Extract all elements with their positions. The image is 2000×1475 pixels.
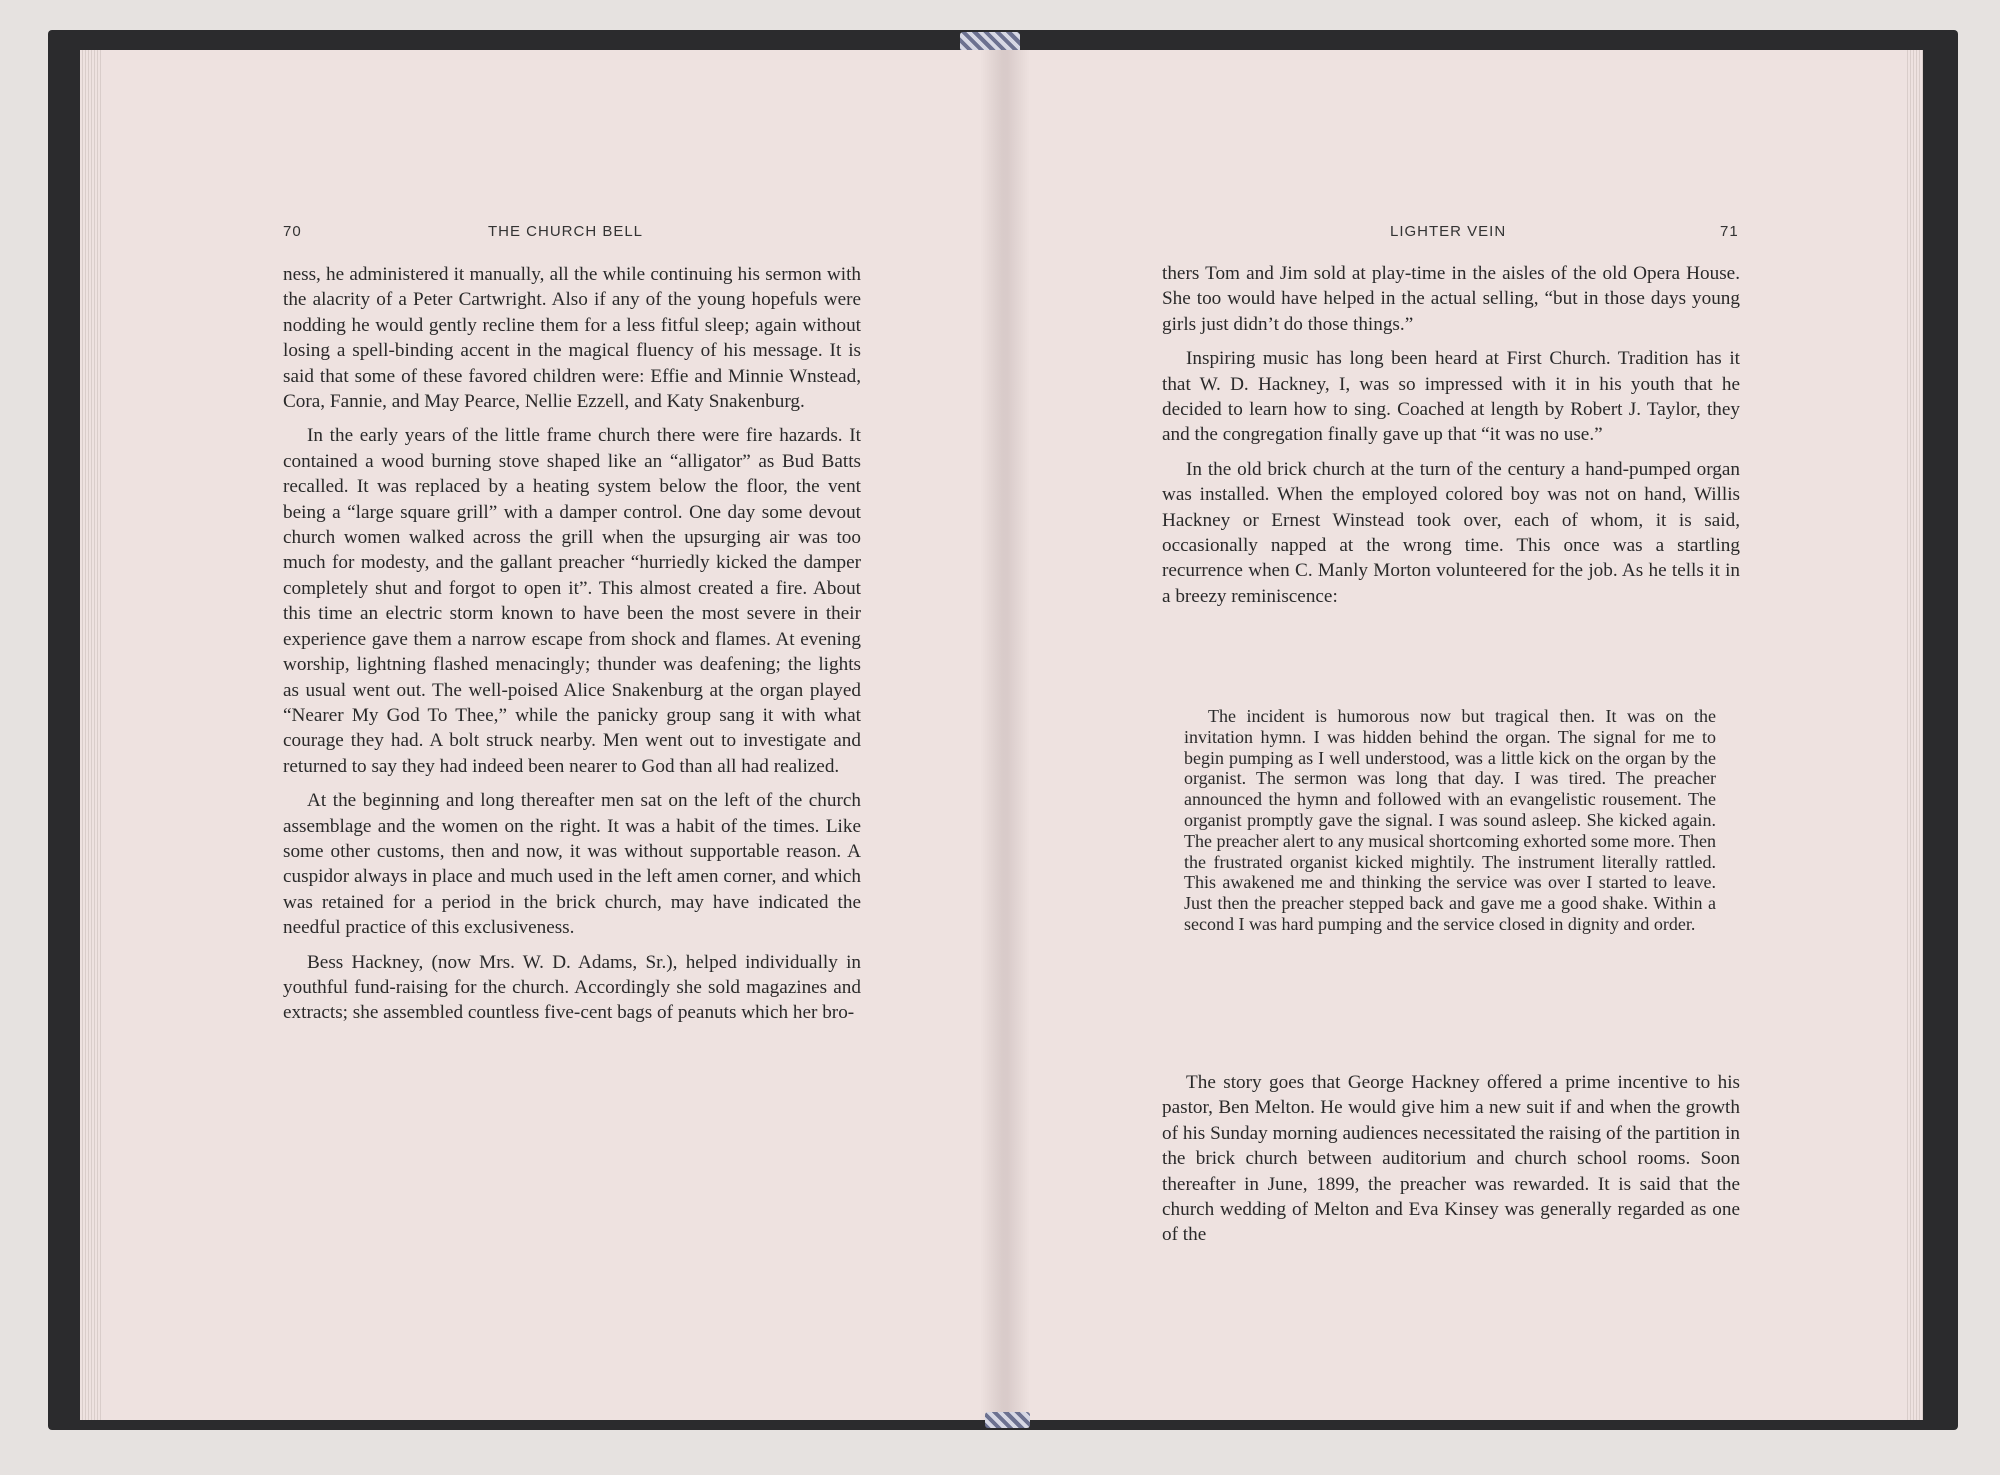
- paragraph: In the early years of the little frame church there were fire hazards. It contained a wood burning stove shaped like an “alligator” as Bud Batts recalled. It was replaced by a heating system below the floor, the vent being a “large square grill” with a damper control. One day some devout church women walked across the grill when the upsurging air was too much for modesty, and the gallant preacher “hurriedly kicked the damper completely shut and forgot to open it”. This almost created a fire. About this time an electric storm known to have been the most severe in their experience gave them a narrow escape from shock and flames. At evening worship, lightning flashed menacingly; thunder was deafening; the lights as usual went out. The well-poised Alice Snakenburg at the organ played “Nearer My God To Thee,” while the panicky group sang it with what courage they had. A bolt struck nearby. Men went out to investigate and returned to say they had indeed been nearer to God than all had realized.: [283, 425, 861, 777]
- right-running-title: LIGHTER VEIN: [1390, 223, 1507, 240]
- paragraph: The story goes that George Hackney offered a prime incentive to his pastor, Ben Melton. He would give him a new suit if and when the growth of his Sunday morning audiences necessitated the raising of the partition in the brick church between auditorium and church school rooms. Soon thereafter in June, 1899, the preacher was rewarded. It is said that the church wedding of Melton and Eva Kinsey was generally regarded as one of the: [1162, 1072, 1740, 1246]
- quote-text: The incident is humorous now but tragical then. It was on the invitation hymn. I was hidden behind the organ. The signal for me to begin pumping as I well understood, was a little kick on the organ by the organist. The sermon was long that day. I was tired. The preacher announced the hymn and followed with an evangelistic rousement. The organist promptly gave the signal. I was sound asleep. She kicked again. The preacher alert to any musical shortcoming exhorted some more. Then the frustrated organist kicked mightily. The instrument literally rattled. This awakened me and thinking the service was over I started to leave. Just then the preacher stepped back and gave me a good shake. Within a second I was hard pumping and the service closed in dignity and order.: [1184, 706, 1716, 934]
- bookmark-ribbon-bottom: [985, 1412, 1030, 1428]
- paragraph: ness, he administered it manually, all the while continuing his sermon with the alacrity of a Peter Cartwright. Also if any of the young hopefuls were nodding he would gently recline them for a less fitful sleep; again without losing a spell-binding accent in the magical fluency of his message. It is said that some of these favored children were: Effie and Minnie Wnstead, Cora, Fannie, and May Pearce, Nellie Ezzell, and Katy Snakenburg.: [283, 264, 861, 413]
- right-page-edges: [1905, 50, 1923, 1420]
- right-page-body-bottom: [1162, 1070, 1740, 1257]
- paragraph: Inspiring music has long been heard at First Church. Tradition has it that W. D. Hackney, I, was so impressed with it in his youth that he decided to learn how to sing. Coached at length by Robert J. Taylor, they and the congregation finally gave up that “it was no use.”: [1162, 348, 1740, 446]
- paragraph: In the old brick church at the turn of the century a hand-pumped organ was installed. When the employed colored boy was not on hand, Willis Hackney or Ernest Winstead took over, each of whom, it is said, occasionally napped at the wrong time. This once was a startling recurrence when C. Manly Morton volunteered for the job. As he tells it in a breezy reminiscence:: [1162, 458, 1740, 607]
- block-quote: [1184, 706, 1716, 935]
- paragraph: thers Tom and Jim sold at play-time in the aisles of the old Opera House. She too would have helped in the actual selling, “but in those days young girls just didn’t do those things.”: [1162, 263, 1740, 335]
- paragraph: At the beginning and long thereafter men sat on the left of the church assemblage and the women on the right. It was a habit of the times. Like some other customs, then and now, it was without supportable reason. A cuspidor always in place and much used in the left amen corner, and which was retained for a period in the brick church, may have indicated the needful practice of this exclusiveness.: [283, 790, 861, 939]
- left-running-header: [283, 223, 863, 247]
- right-running-header: [1162, 223, 1740, 247]
- left-page-body: [283, 262, 861, 1035]
- right-page-body-top: [1162, 261, 1740, 618]
- right-page-number: 71: [1720, 223, 1739, 240]
- left-running-title: THE CHURCH BELL: [488, 223, 644, 240]
- paragraph: Bess Hackney, (now Mrs. W. D. Adams, Sr.), helped individually in youthful fund-raising for the church. Accordingly she sold magazines and extracts; she assembled countless five-cent bags of peanuts which her bro-: [283, 951, 861, 1024]
- book-gutter: [980, 50, 1030, 1420]
- left-page-number: 70: [283, 223, 302, 240]
- left-page-edges: [80, 50, 102, 1420]
